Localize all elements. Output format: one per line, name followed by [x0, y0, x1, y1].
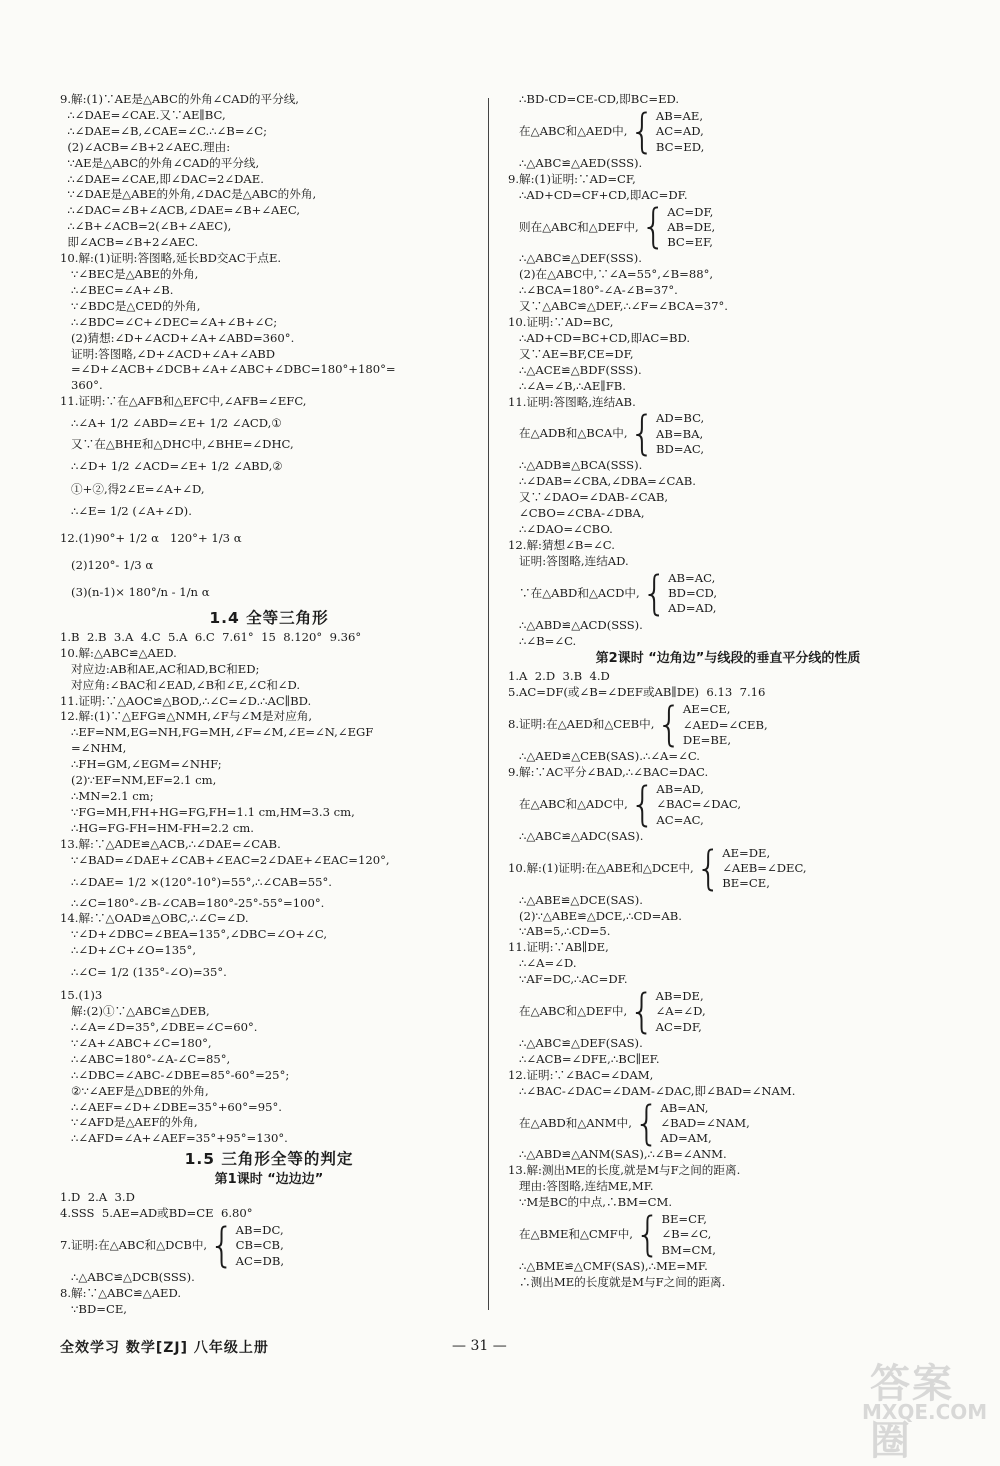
brace-symbol: {: [656, 698, 682, 752]
condition-item: AD=BC,: [655, 411, 705, 426]
brace-symbol: {: [641, 567, 668, 621]
answer-line: ∵∠DAE是△ABE的外角,∠DAC是△ABC的外角,: [60, 187, 317, 202]
answer-line: ∴∠E= 1/2 (∠A+∠D).: [60, 503, 192, 518]
answer-line: ∴∠B=∠C.: [508, 633, 577, 648]
answer-line: 对应边:AB和AE,AC和AD,BC和ED;: [60, 661, 260, 676]
answer-line: ②∵∠AEF是△DBE的外角,: [60, 1083, 209, 1098]
answer-line: 证明:答图略,∠D+∠ACD+∠A+∠ABD: [60, 346, 276, 361]
answer-line: 11.证明:∵△AOC≌△BOD,∴∠C=∠D.∴AC∥BD.: [60, 693, 312, 708]
condition-list: [656, 989, 706, 1035]
answer-line: ∴∠C=180°-∠B-∠CAB=180°-25°-55°=100°.: [60, 895, 325, 910]
condition-list: [661, 1212, 716, 1258]
answer-line: 11.证明:∵AB∥DE,: [508, 940, 609, 955]
answer-line: ∴∠DAC=∠B+∠ACB,∠DAE=∠B+∠AEC,: [60, 203, 301, 218]
answer-line: ∴FH=GM,∠EGM=∠NHF;: [60, 757, 222, 772]
answer-line: 10.证明:∵AD=BC,: [508, 315, 614, 330]
condition-item: AC=AD,: [655, 124, 704, 139]
lesson-title: 第1课时 “边边边”: [214, 1172, 324, 1188]
answer-line: ∴△ABD≌△ANM(SAS),∴∠B=∠ANM.: [508, 1147, 727, 1162]
proof-statement: ∵在△ABD和△ACD中,: [508, 585, 640, 600]
brace-symbol: {: [629, 407, 655, 461]
answer-line: ∴MN=2.1 cm;: [60, 789, 154, 803]
book-footer: 全效学习 数学[ZJ] 八年级上册: [60, 1340, 269, 1356]
answer-line: 又∵AE=BF,CE=DF,: [508, 346, 634, 361]
proof-condition-group: [60, 1219, 478, 1273]
answer-line: ∴∠DAE=∠B,∠CAE=∠C.∴∠B=∠C;: [60, 123, 268, 138]
condition-item: BC=EF,: [667, 235, 713, 250]
answer-line: ∴EF=NM,EG=NH,FG=MH,∠F=∠M,∠E=∠N,∠EGF: [60, 725, 374, 740]
answer-line: ∴△ABC≌△DCB(SSS).: [60, 1269, 195, 1284]
answer-line: (2)在△ABC中,∵∠A=55°,∠B=88°,: [508, 267, 714, 282]
section-title: 1.5 三角形全等的判定: [184, 1150, 354, 1169]
proof-statement: 在△ABC和△ADC中,: [508, 796, 628, 811]
answer-line: 9.解:(1)∵AE是△ABC的外角∠CAD的平分线,: [60, 92, 299, 106]
brace-symbol: {: [635, 1208, 661, 1262]
condition-item: AC=DF,: [667, 204, 714, 219]
proof-condition-group: [508, 407, 948, 461]
answer-line: ∴△ACE≌△BDF(SSS).: [508, 362, 642, 377]
condition-item: BD=AC,: [655, 442, 705, 457]
answer-line: ∴∠ACB=∠DFE,∴BC∥EF.: [508, 1051, 660, 1066]
answer-line: ∴∠DBC=∠ABC-∠DBE=85°-60°=25°;: [60, 1067, 290, 1082]
answer-line: ∴△BME≌△CMF(SAS),∴ME=MF.: [508, 1258, 708, 1273]
brace-symbol: {: [629, 985, 655, 1039]
answer-line: ∴∠DAE= 1/2 ×(120°-10°)=55°,∴∠CAB=55°.: [60, 874, 332, 889]
answer-line: 又∵在△BHE和△DHC中,∠BHE=∠DHC,: [60, 437, 294, 452]
right-column: [508, 92, 948, 1291]
proof-condition-group: [508, 1208, 948, 1262]
brace-symbol: {: [629, 778, 656, 832]
watermark-logo: 答案圈: [870, 1361, 954, 1464]
proof-statement: 7.证明:在△ABC和△DCB中,: [60, 1238, 208, 1253]
brace-symbol: {: [640, 201, 667, 254]
condition-item: ∠AED=∠CEB,: [682, 717, 768, 732]
answer-line: ∴∠A=∠B,∴AE∥FB.: [508, 378, 626, 393]
answer-line: ∴∠D+ 1/2 ∠ACD=∠E+ 1/2 ∠ABD,②: [60, 459, 283, 474]
answer-line: 证明:答图略,连结AD.: [508, 553, 629, 568]
left-column: [60, 92, 478, 1318]
answer-line: 9.解:(1)证明:∵AD=CF,: [508, 171, 636, 186]
answer-line: 13.解:测出ME的长度,就是M与F之间的距离.: [508, 1163, 741, 1178]
answer-line: 15.(1)3: [60, 988, 103, 1003]
proof-statement: 8.证明:在△AED和△CEB中,: [508, 717, 655, 732]
condition-item: BE=CF,: [661, 1212, 707, 1227]
answer-line: ∴∠ABC=180°-∠A-∠C=85°,: [60, 1051, 231, 1066]
answer-line: (2)∵△ABE≌△DCE,∴CD=AB.: [508, 908, 682, 923]
proof-condition-group: [508, 698, 948, 752]
answer-line: 又∵△ABC≌△DEF,∴∠F=∠BCA=37°.: [508, 299, 728, 314]
condition-list: [660, 1101, 749, 1147]
answer-line: ∴∠D+∠C+∠O=135°,: [60, 943, 197, 958]
answer-line: ∴△ABC≌△AED(SSS).: [508, 155, 643, 170]
condition-item: ∠A=∠D,: [655, 1004, 706, 1019]
answer-line: ∴∠A=∠D=35°,∠DBE=∠C=60°.: [60, 1019, 258, 1034]
answer-line: (3)(n-1)× 180°/n - 1/n α: [60, 584, 210, 599]
answer-line: ∴∠BCA=180°-∠A-∠B=37°.: [508, 283, 678, 298]
answer-line: ∴∠BDC=∠C+∠DEC=∠A+∠B+∠C;: [60, 314, 278, 329]
answer-line: (2)猜想:∠D+∠ACD+∠A+∠ABD=360°.: [60, 330, 295, 345]
answer-line: ∴AD+CD=CF+CD,即AC=DF.: [508, 187, 688, 202]
answer-line: ∵AF=DC,∴AC=DF.: [508, 972, 628, 987]
condition-item: AD=AD,: [668, 601, 717, 616]
condition-list: [236, 1223, 284, 1269]
answer-line: (2)∠ACB=∠B+2∠AEC.理由:: [60, 139, 231, 154]
answer-line: (2)120°- 1/3 α: [60, 557, 154, 572]
answer-line: ∴HG=FG-FH=HM-FH=2.2 cm.: [60, 820, 254, 835]
proof-statement: 在△BME和△CMF中,: [508, 1227, 633, 1242]
answer-line: 12.解:猜想∠B=∠C.: [508, 537, 615, 552]
condition-item: BD=CD,: [668, 586, 718, 600]
answer-line: ∴∠DAO=∠CBO.: [508, 521, 613, 536]
condition-item: ∠BAD=∠NAM,: [660, 1115, 750, 1130]
answer-line: ∴AD+CD=BC+CD,即AC=BD.: [508, 330, 691, 345]
condition-item: DE=BE,: [682, 732, 732, 747]
condition-item: AC=DB,: [235, 1253, 285, 1268]
condition-item: ∠BAC=∠DAC,: [656, 797, 742, 812]
answer-line: =∠D+∠ACB+∠DCB+∠A+∠ABC+∠DBC=180°+180°=: [60, 362, 396, 377]
answer-line: 又∵∠DAO=∠DAB-∠CAB,: [508, 490, 669, 505]
answer-line: ∴∠DAE=∠CAE.又∵AE∥BC,: [60, 107, 226, 122]
answer-line: 对应角:∠BAC和∠EAD,∠B和∠E,∠C和∠D.: [60, 677, 301, 692]
answer-line: 解:(2)①∵△ABC≌△DEB,: [60, 1004, 210, 1019]
condition-list: [656, 109, 704, 155]
answer-line: 12.证明:∵∠BAC=∠DAM,: [508, 1067, 654, 1082]
proof-statement: 10.解:(1)证明:在△ABE和△DCE中,: [508, 860, 694, 875]
condition-item: AC=AC,: [656, 812, 704, 827]
condition-item: CB=CB,: [235, 1238, 284, 1253]
proof-statement: 则在△ABC和△DEF中,: [508, 219, 639, 234]
proof-condition-group: [508, 105, 948, 159]
condition-item: BE=CE,: [722, 876, 770, 891]
brace-symbol: {: [695, 842, 722, 896]
condition-item: AB=DE,: [655, 989, 704, 1004]
answer-line: ①+②,得2∠E=∠A+∠D,: [60, 482, 205, 497]
answer-line: ∴∠AFD=∠A+∠AEF=35°+95°=130°.: [60, 1131, 288, 1146]
answer-line: ∴BD-CD=CE-CD,即BC=ED.: [508, 92, 680, 106]
answer-line: ∵AE是△ABC的外角∠CAD的平分线,: [60, 155, 260, 170]
answer-line: 12.(1)90°+ 1/2 α 120°+ 1/3 α: [60, 530, 242, 545]
answer-line: 1.D 2.A 3.D: [60, 1190, 135, 1205]
answer-line: ∴∠AEF=∠D+∠DBE=35°+60°=95°.: [60, 1099, 282, 1114]
answer-line: ∴∠DAE=∠CAE,即∠DAC=2∠DAE.: [60, 171, 264, 186]
proof-condition-group: [508, 567, 948, 621]
answer-line: ∴∠A+ 1/2 ∠ABD=∠E+ 1/2 ∠ACD,①: [60, 416, 282, 431]
condition-item: AB=BA,: [655, 426, 704, 441]
answer-line: (2)∵EF=NM,EF=2.1 cm,: [60, 773, 217, 788]
answer-line: 10.解:(1)证明:答图略,延长BD交AC于点E.: [60, 251, 282, 266]
answer-line: 14.解:∵△OAD≌△OBC,∴∠C=∠D.: [60, 911, 249, 926]
condition-item: ∠B=∠C,: [661, 1227, 712, 1242]
condition-item: AB=DE,: [667, 219, 716, 234]
answer-line: 理由:答图略,连结ME,MF.: [508, 1179, 654, 1194]
page-number: — 31 —: [452, 1338, 507, 1354]
answer-line: ∵M是BC的中点,∴BM=CM.: [508, 1195, 673, 1210]
answer-line: ∴△ABC≌△ADC(SAS).: [508, 828, 644, 843]
proof-condition-group: [508, 778, 948, 832]
condition-item: AC=DF,: [655, 1019, 702, 1034]
answer-line: ∵∠BEC是△ABE的外角,: [60, 266, 199, 281]
condition-item: BM=CM,: [661, 1242, 716, 1257]
proof-condition-group: [508, 1097, 948, 1150]
condition-item: AB=AC,: [668, 570, 716, 585]
answer-line: ∴测出ME的长度就是M与F之间的距离.: [508, 1274, 726, 1289]
condition-item: BC=ED,: [655, 139, 705, 154]
answer-line: ∵∠D+∠DBC=∠BEA=135°,∠DBC=∠O+∠C,: [60, 927, 328, 942]
answer-line: 1.B 2.B 3.A 4.C 5.A 6.C 7.61° 15 8.120° 9.36°: [60, 629, 362, 644]
section-title: 1.4 全等三角形: [209, 608, 329, 627]
condition-list: [667, 205, 715, 251]
answer-line: =∠NHM,: [60, 741, 127, 756]
answer-line: ∴△ABC≌△DEF(SAS).: [508, 1035, 643, 1050]
proof-statement: 在△ABC和△DEF中,: [508, 1004, 628, 1019]
answer-line: ∴∠BAC-∠DAC=∠DAM-∠DAC,即∠BAD=∠NAM.: [508, 1083, 796, 1098]
answer-line: 360°.: [60, 378, 103, 393]
answer-line: ∴△ABE≌△DCE(SAS).: [508, 892, 643, 907]
condition-item: AD=AM,: [660, 1131, 712, 1146]
answer-line: 即∠ACB=∠B+2∠AEC.: [60, 235, 199, 250]
answer-line: ∴△ADB≌△BCA(SSS).: [508, 458, 643, 473]
proof-condition-group: [508, 201, 948, 254]
answer-line: ∵∠A+∠ABC+∠C=180°,: [60, 1035, 212, 1050]
condition-item: ∠AEB=∠DEC,: [722, 861, 807, 876]
answer-line: ∵FG=MH,FH+HG=FG,FH=1.1 cm,HM=3.3 cm,: [60, 804, 355, 819]
answer-line: 11.证明:∵在△AFB和△EFC中,∠AFB=∠EFC,: [60, 394, 307, 409]
condition-list: [722, 846, 806, 892]
proof-condition-group: [508, 842, 948, 896]
column-divider: [488, 98, 489, 1310]
condition-item: AB=AN,: [660, 1100, 709, 1115]
brace-symbol: {: [633, 1097, 660, 1150]
answer-line: ∵AB=5,∴CD=5.: [508, 924, 611, 939]
answer-line: 8.解:∵△ABC≌△AED.: [60, 1285, 182, 1300]
lesson-title: 第2课时 “边角边”与线段的垂直平分线的性质: [595, 651, 861, 667]
answer-line: 13.解:∵△ADE≌△ACB,∴∠DAE=∠CAB.: [60, 836, 281, 851]
answer-line: 10.解:△ABC≌△AED.: [60, 645, 177, 660]
answer-line: 12.解:(1)∵△EFG≌△NMH,∠F与∠M是对应角,: [60, 709, 313, 724]
condition-list: [656, 411, 704, 457]
answer-line: ∵BD=CE,: [60, 1301, 127, 1316]
watermark-domain: MXQE.COM: [862, 1400, 988, 1424]
condition-item: AB=AD,: [656, 781, 704, 796]
condition-list: [683, 702, 768, 748]
answer-line: ∴△ABD≌△ACD(SSS).: [508, 617, 643, 632]
answer-line: ∴∠A=∠D.: [508, 956, 577, 971]
answer-line: 9.解:∵AC平分∠BAD,∴∠BAC=DAC.: [508, 765, 709, 780]
answer-line: ∴△ABC≌△DEF(SSS).: [508, 251, 642, 266]
answer-line: ∴∠DAB=∠CBA,∠DBA=∠CAB.: [508, 474, 696, 489]
answer-line: ∵∠BDC是△CED的外角,: [60, 298, 201, 313]
proof-statement: 在△ABD和△ANM中,: [508, 1115, 632, 1130]
answer-line: ∵∠AFD是△AEF的外角,: [60, 1115, 198, 1130]
answer-line: ∴△AED≌△CEB(SAS).∴∠A=∠C.: [508, 749, 700, 764]
answer-line: 1.A 2.D 3.B 4.D: [508, 669, 610, 684]
proof-statement: 在△ADB和△BCA中,: [508, 426, 628, 441]
condition-list: [656, 782, 741, 828]
answer-line: ∠CBO=∠CBA-∠DBA,: [508, 506, 645, 521]
proof-statement: 在△ABC和△AED中,: [508, 123, 628, 138]
answer-line: 5.AC=DF(或∠B=∠DEF或AB∥DE) 6.13 7.16: [508, 685, 766, 700]
proof-condition-group: [508, 985, 948, 1039]
condition-item: AB=DC,: [235, 1223, 284, 1238]
condition-item: AE=CE,: [682, 702, 731, 717]
watermark: [858, 1352, 988, 1464]
condition-item: AB=AE,: [655, 108, 704, 123]
condition-list: [668, 571, 717, 617]
answer-line: ∴∠C= 1/2 (135°-∠O)=35°.: [60, 965, 227, 980]
condition-item: AE=DE,: [722, 845, 771, 860]
answer-line: ∴∠B+∠ACB=2(∠B+∠AEC),: [60, 219, 232, 234]
answer-line: ∴∠BEC=∠A+∠B.: [60, 282, 174, 297]
answer-line: 4.SSS 5.AE=AD或BD=CE 6.80°: [60, 1206, 253, 1221]
brace-symbol: {: [629, 105, 655, 159]
answer-line: ∵∠BAD=∠DAE+∠CAB+∠EAC=2∠DAE+∠EAC=120°,: [60, 852, 390, 867]
answer-line: 11.证明:答图略,连结AB.: [508, 394, 636, 409]
brace-symbol: {: [209, 1219, 235, 1273]
